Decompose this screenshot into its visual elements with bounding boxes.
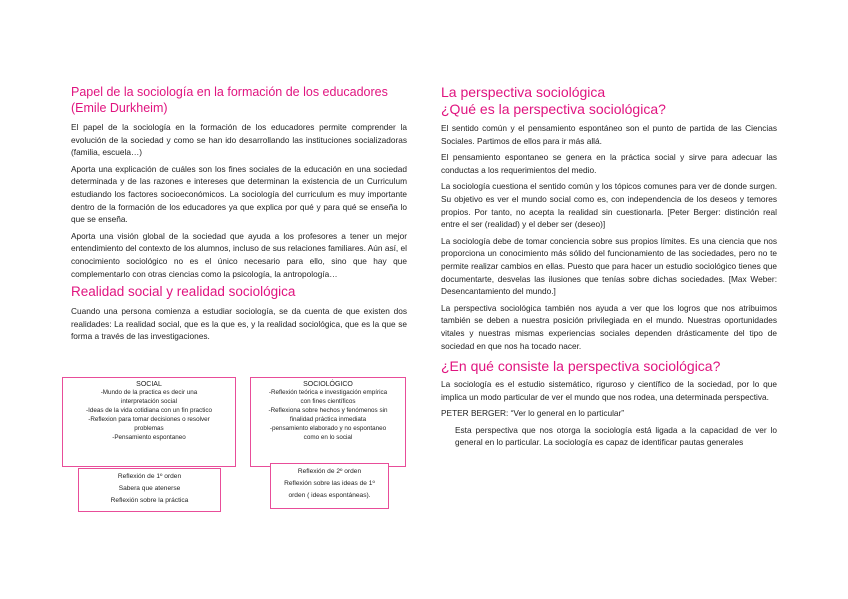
right-paragraph-3: La sociología cuestiona el sentido común y los tópicos comunes para ver de donde surgen. Su objetivo es ver el mundo social como es, con independencia de los deseos y temores propios. Por tanto, no acepta la realidad sin cuestionarla. [Peter Berger: distinción real entre el ser (realidad) y el deber ser (deseo)]	[441, 181, 777, 230]
social-box-line: problemas	[134, 425, 164, 432]
right-heading: La perspectiva sociológica	[441, 84, 606, 100]
left-paragraph-4: Cuando una persona comienza a estudiar sociología, se da cuenta de que existen dos realidades: La realidad social, que es la que es, y la realidad sociológica, que es la que se forma a través de las investigaciones.	[71, 306, 407, 342]
second-order-line: Reflexión de 2º orden	[297, 468, 362, 475]
sociologico-box-line: -Reflexión teórica e investigación empírica	[268, 389, 388, 396]
right-paragraph-2: El pensamiento espontaneo se genera en la práctica social y sirve para adecuar las conductas a los requerimientos del medio.	[441, 152, 777, 175]
right-paragraph-4: La sociología debe de tomar conciencia sobre sus propios límites. Es una ciencia que nos proporciona un conocimiento más sólido del funcionamiento de las sociedades, pero no te permite realizar cambios en ellas. Puesto que para hacer un estudio sociológico tienes que documentarte, desvelas las ilusiones que tenías sobre dichas sociedades. [Max Weber: Desencantamiento del mundo.]	[441, 235, 777, 297]
sociologico-box-line: finalidad práctica inmediata	[289, 416, 367, 423]
social-box-line: -Reflexion para tomar decisiones o resolver	[88, 416, 210, 423]
sociologico-box	[250, 377, 406, 467]
second-order-box	[270, 463, 389, 509]
right-paragraph-1: El sentido común y el pensamiento espontáneo son el punto de partida de las Ciencias Sociales. Partimos de ellos para ir más allá.	[441, 123, 777, 146]
social-box-line: -Pensamiento espontaneo	[112, 434, 186, 441]
second-order-line: orden ( ideas espontáneas).	[288, 492, 371, 499]
left-heading-2: Realidad social y realidad sociológica	[71, 284, 296, 300]
right-column	[441, 84, 777, 453]
right-paragraph-7: PETER BERGER: “Ver lo general en lo particular”	[441, 408, 625, 419]
social-box-line: -Ideas de la vida cotidiana con un fin practico	[85, 407, 212, 414]
left-paragraph-1: El papel de la sociología en la formación de los educadores permite comprender la evolución de la sociedad y como se han ido desarrollando las instituciones socializadoras (familia, escuela…)	[71, 122, 407, 158]
right-paragraph-6: La sociología es el estudio sistemático, riguroso y científico de la sociedad, por lo que implica un modo particular de ver el mundo que nos rodea, una determinada perspectiva.	[441, 379, 777, 402]
right-paragraph-8: Esta perspectiva que nos otorga la sociología está ligada a la capacidad de ver lo general en lo particular. La sociología es capaz de identificar pautas generales	[455, 424, 777, 448]
right-subheading-2: ¿En qué consiste la perspectiva sociológica?	[441, 358, 721, 375]
first-order-line: Reflexión sobre la práctica	[110, 497, 189, 504]
left-paragraph-2: Aporta una explicación de cuáles son los fines sociales de la educación en una sociedad determinada y de las razones e intereses que determinan la existencia de un Curriculum estudiando los factores socioeconómicos. La sociología del curriculum es muy importante dentro de la formación de los educadores ya que explica por qué y para qué se enseña lo que se enseña.	[71, 163, 407, 225]
sociologico-box-line: con fines científicos	[300, 398, 356, 405]
first-order-line: Sabera que atenerse	[118, 485, 181, 492]
left-heading: Papel de la sociología en la formación de los educadores (Emile Durkheim)	[71, 85, 388, 115]
comparison-boxes	[62, 377, 407, 512]
first-order-box	[78, 468, 221, 512]
right-paragraph-5: La perspectiva sociológica también nos ayuda a ver que los logros que nos atribuimos también se deben a nuestra posición privilegiada en el mundo. Nuestras oportunidades vitales y nuestras mismas experiencias sociales dependen drásticamente del tipo de sociedad en que nos ha tocado nacer.	[441, 302, 777, 351]
sociologico-box-line: como en lo social	[303, 434, 353, 441]
social-box	[62, 377, 236, 467]
sociologico-box-line: -pensamiento elaborado y no espontaneo	[269, 425, 387, 432]
social-box-line: interpretación social	[120, 398, 177, 405]
sociologico-box-line: -Reflexiona sobre hechos y fenómenos sin	[268, 407, 388, 414]
social-box-line: -Mundo de la practica es decir una	[100, 389, 198, 396]
left-paragraph-3: Aporta una visión global de la sociedad que ayuda a los profesores a tener un mejor entendimiento del contexto de los alumnos, incluso de sus relaciones familiares. Aún así, el conocimiento sociológico no es el único necesario para ello, sino que hay que complementarlo con otras ciencias como la psicología, la antropología…	[71, 230, 407, 279]
first-order-line: Reflexión de 1º orden	[117, 473, 182, 480]
sociologico-box-title: SOCIOLÓGICO	[303, 381, 353, 388]
right-subheading-1: ¿Qué es la perspectiva sociológica?	[441, 101, 666, 117]
social-box-title: SOCIAL	[136, 381, 162, 388]
left-column	[71, 84, 407, 347]
second-order-line: Reflexión sobre las ideas de 1º	[284, 480, 375, 487]
